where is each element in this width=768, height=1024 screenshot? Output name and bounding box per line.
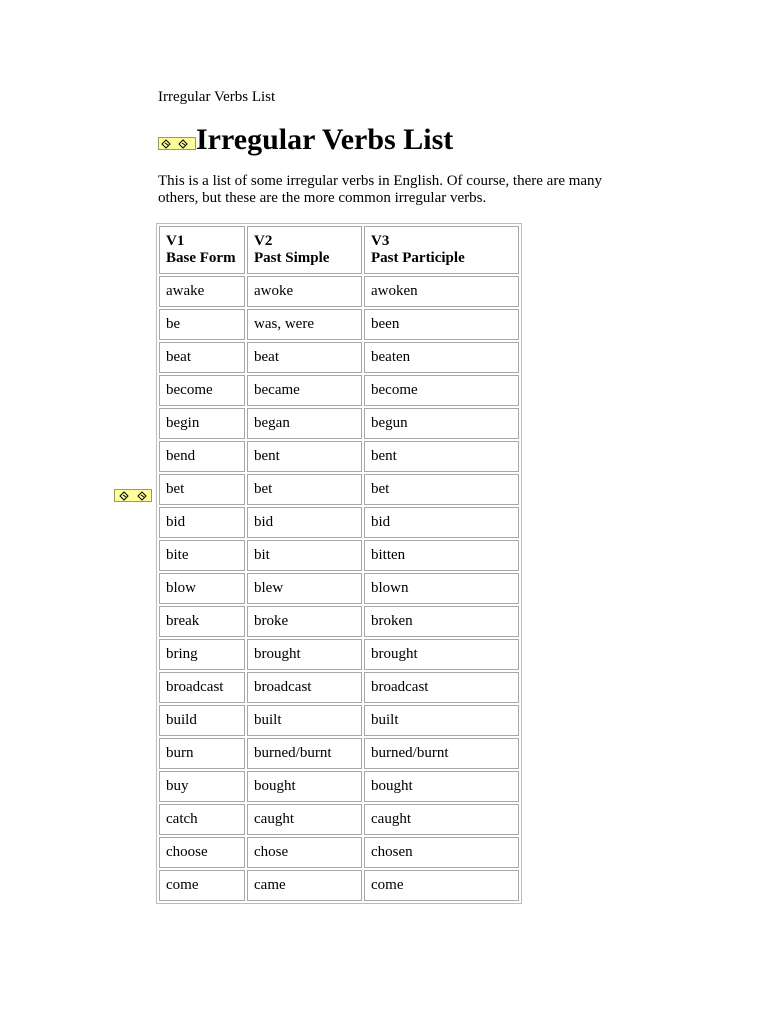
cell-past-simple: awoke	[247, 276, 362, 307]
cell-past-participle: blown	[364, 573, 519, 604]
cell-past-participle: caught	[364, 804, 519, 835]
cell-past-simple: broadcast	[247, 672, 362, 703]
cell-past-participle: bet	[364, 474, 519, 505]
cell-base-form: blow	[159, 573, 245, 604]
header-label: Base Form	[166, 250, 236, 266]
cell-base-form: bet	[159, 474, 245, 505]
cell-past-simple: bid	[247, 507, 362, 538]
cell-past-simple: bent	[247, 441, 362, 472]
cell-past-simple: caught	[247, 804, 362, 835]
cell-base-form: beat	[159, 342, 245, 373]
cell-base-form: bite	[159, 540, 245, 571]
cell-past-participle: broken	[364, 606, 519, 637]
cell-past-simple: blew	[247, 573, 362, 604]
irregular-verbs-table	[156, 223, 522, 904]
cell-base-form: awake	[159, 276, 245, 307]
cell-base-form: come	[159, 870, 245, 901]
cell-past-simple: chose	[247, 837, 362, 868]
cell-past-participle: begun	[364, 408, 519, 439]
cell-past-participle: brought	[364, 639, 519, 670]
header-past-simple	[247, 226, 362, 274]
cell-base-form: bring	[159, 639, 245, 670]
cell-past-participle: become	[364, 375, 519, 406]
table-header-row	[159, 226, 519, 274]
cell-base-form: begin	[159, 408, 245, 439]
cell-past-participle: broadcast	[364, 672, 519, 703]
cell-past-simple: came	[247, 870, 362, 901]
cell-past-simple: bit	[247, 540, 362, 571]
cell-base-form: burn	[159, 738, 245, 769]
cell-past-simple: burned/burnt	[247, 738, 362, 769]
page-header-text: Irregular Verbs List	[158, 89, 276, 105]
cell-past-participle: burned/burnt	[364, 738, 519, 769]
cell-past-participle: bent	[364, 441, 519, 472]
cell-past-simple: built	[247, 705, 362, 736]
table-row	[159, 672, 519, 703]
cell-past-participle: bought	[364, 771, 519, 802]
header-past-participle	[364, 226, 519, 274]
table-row	[159, 705, 519, 736]
cell-past-participle: built	[364, 705, 519, 736]
header-label: Past Participle	[371, 250, 465, 266]
table-row	[159, 408, 519, 439]
table-row	[159, 474, 519, 505]
cell-base-form: buy	[159, 771, 245, 802]
cell-base-form: build	[159, 705, 245, 736]
table-row	[159, 870, 519, 901]
table-row	[159, 804, 519, 835]
table-row	[159, 507, 519, 538]
table-row	[159, 309, 519, 340]
cell-past-simple: broke	[247, 606, 362, 637]
header-label: Past Simple	[254, 250, 330, 266]
table-row	[159, 771, 519, 802]
cell-past-participle: bitten	[364, 540, 519, 571]
cell-past-simple: brought	[247, 639, 362, 670]
cell-past-participle: been	[364, 309, 519, 340]
cell-past-participle: awoken	[364, 276, 519, 307]
header-code: V2	[254, 233, 273, 249]
cell-past-participle: beaten	[364, 342, 519, 373]
cell-past-participle: come	[364, 870, 519, 901]
cell-base-form: choose	[159, 837, 245, 868]
table-row	[159, 837, 519, 868]
cell-base-form: become	[159, 375, 245, 406]
table-row	[159, 573, 519, 604]
cell-past-participle: bid	[364, 507, 519, 538]
cell-past-simple: began	[247, 408, 362, 439]
table-row	[159, 342, 519, 373]
anchor-marker-icon	[114, 489, 152, 502]
table-row	[159, 276, 519, 307]
anchor-marker-icon	[158, 137, 196, 150]
cell-past-participle: chosen	[364, 837, 519, 868]
table-row	[159, 540, 519, 571]
table-body	[159, 276, 519, 901]
table-row	[159, 639, 519, 670]
header-code: V1	[166, 233, 185, 249]
cell-past-simple: was, were	[247, 309, 362, 340]
cell-base-form: bend	[159, 441, 245, 472]
header-base-form	[159, 226, 245, 274]
table-row	[159, 606, 519, 637]
intro-paragraph: This is a list of some irregular verbs in English. Of course, there are many others, but these are the more common irregular verbs.	[158, 173, 603, 206]
cell-base-form: break	[159, 606, 245, 637]
page-title: Irregular Verbs List	[196, 123, 454, 156]
cell-base-form: catch	[159, 804, 245, 835]
cell-past-simple: became	[247, 375, 362, 406]
cell-past-simple: bet	[247, 474, 362, 505]
cell-past-simple: beat	[247, 342, 362, 373]
cell-base-form: be	[159, 309, 245, 340]
cell-past-simple: bought	[247, 771, 362, 802]
cell-base-form: broadcast	[159, 672, 245, 703]
header-code: V3	[371, 233, 390, 249]
cell-base-form: bid	[159, 507, 245, 538]
table-row	[159, 738, 519, 769]
table-row	[159, 375, 519, 406]
title-row	[158, 120, 453, 160]
table-row	[159, 441, 519, 472]
